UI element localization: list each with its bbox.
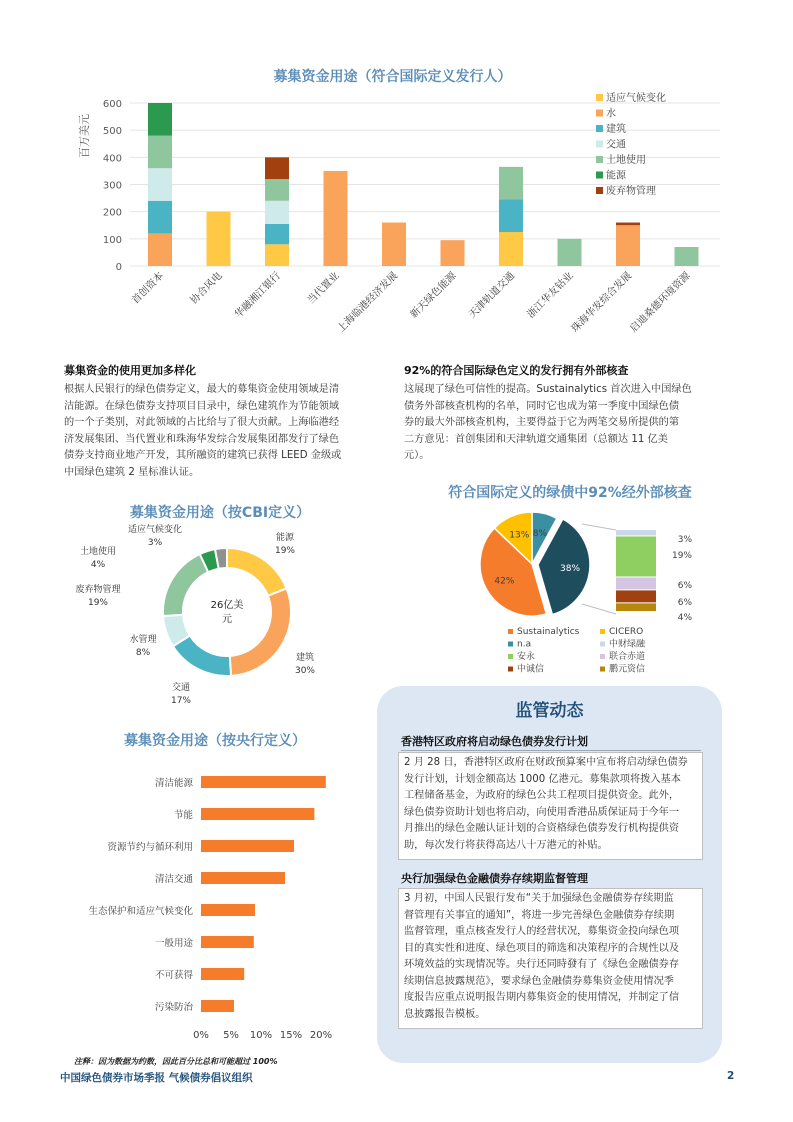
chart1-category-label: 新天绿色能源 xyxy=(408,270,459,321)
paragraph-line: 根据人民银行的绿色债券定义，最大的募集资金使用领域是清 xyxy=(64,384,340,395)
chart1-category-label: 首创资本 xyxy=(130,270,167,307)
chart1-legend-label: 土地使用 xyxy=(606,155,646,166)
chart4-bar xyxy=(201,1000,234,1012)
chart1-legend-swatch xyxy=(596,187,603,194)
paragraph-line: 工程储备基金，为政府的绿色公共工程项目提供资金。此外， xyxy=(404,790,680,801)
chart4-category-label: 节能 xyxy=(173,810,193,821)
chart1-ytick: 500 xyxy=(102,126,122,138)
paragraph-line: 监督管理，重点核查发行人的经营状况，募集资金投向绿色项 xyxy=(404,926,680,937)
chart1-ytick: 200 xyxy=(102,207,122,219)
chart2-center-label: 元 xyxy=(222,614,232,625)
chart3-legend-swatch xyxy=(508,667,513,672)
chart4-category-label: 清洁能源 xyxy=(154,778,193,789)
chart3-connector xyxy=(582,524,616,530)
left-section-heading: 募集资金的使用更加多样化 xyxy=(64,364,196,377)
chart4-category-label: 不可获得 xyxy=(154,970,193,981)
chart4-category-label: 生态保护和适应气候变化 xyxy=(88,906,193,917)
chart3-stack-segment xyxy=(616,577,656,589)
chart3-legend-label: CICERO xyxy=(609,627,644,637)
chart3-legend-swatch xyxy=(508,629,513,634)
chart2-slice-pct: 4% xyxy=(90,560,106,570)
chart1-legend-label: 交通 xyxy=(606,139,626,151)
paragraph-line: 度报告应重点说明报告期内募集资金的使用情况，并制定了信 xyxy=(404,992,680,1003)
chart4-xtick: 10% xyxy=(249,1030,273,1041)
chart1-legend-swatch xyxy=(596,172,603,179)
chart1-bar-segment xyxy=(148,201,172,234)
chart1-bar-segment xyxy=(148,103,172,136)
paragraph-line: 洁能源。在绿色债券支持项目目录中，绿色建筑作为节能领域 xyxy=(64,400,340,412)
panel-title: 监管动态 xyxy=(515,701,584,721)
chart3-slice-pct: 42% xyxy=(494,576,515,587)
paragraph-line: 月推出的绿色金融认证计划的合资格绿色债券发行机构提供资 xyxy=(404,823,680,834)
chart4-xtick: 0% xyxy=(193,1030,209,1041)
paragraph-line: 发行计划，计划金额高达 1000 亿港元。募集款项将拨入基本 xyxy=(404,773,681,785)
chart1-category-label: 浙江华友钴业 xyxy=(525,270,576,321)
chart1-legend-label: 水 xyxy=(606,108,616,120)
chart1-legend-label: 废弃物管理 xyxy=(606,186,656,197)
chart3-legend-swatch xyxy=(600,654,605,659)
chart4-bar xyxy=(201,936,254,948)
chart1-bar-segment xyxy=(499,167,523,200)
panel-box1-heading: 香港特区政府将启动绿色债券发行计划 xyxy=(401,735,588,748)
chart1-bar-segment xyxy=(616,225,640,266)
chart1-bar-segment xyxy=(324,171,348,266)
chart4-horizontal-bar xyxy=(60,760,360,1050)
panel-box2 xyxy=(398,888,703,1029)
chart1-bar-segment xyxy=(558,239,582,266)
page-number: 2 xyxy=(727,1070,735,1082)
chart3-connector xyxy=(582,604,616,614)
paragraph-line: 续期信息披露规范》，要求绿色金融债券募集资金使用情况季 xyxy=(404,975,674,987)
chart1-bar-segment xyxy=(265,179,289,201)
paragraph-line: 济发展集团、当代置业和珠海华发综合发展集团都发行了绿色 xyxy=(64,433,340,445)
chart3-legend-label: 中诚信 xyxy=(517,664,545,675)
chart1-category-label: 上海临港经济发展 xyxy=(335,270,401,335)
chart3-slice-pct: 38% xyxy=(560,564,581,575)
chart3-stack-pct: 6% xyxy=(677,598,692,608)
panel-box1 xyxy=(398,752,703,860)
chart2-slice-name: 交通 xyxy=(171,683,191,693)
chart1-category-label: 协合风电 xyxy=(188,270,225,307)
footer-org: 中国绿色债券市场季报 气候债券倡议组织 xyxy=(60,1072,253,1084)
chart1-ytick: 100 xyxy=(102,234,122,246)
chart1-legend-swatch xyxy=(596,110,603,117)
chart4-xtick: 15% xyxy=(279,1030,303,1041)
chart4-category-label: 资源节约与循环利用 xyxy=(107,842,193,853)
paragraph-line: 绿色债券资助计划也将启动，向使用香港品质保证局于今年一 xyxy=(404,806,680,818)
chart1-legend-swatch xyxy=(596,156,603,163)
chart3-stack-segment xyxy=(616,590,656,602)
chart4-title: 募集资金用途（按央行定义） xyxy=(124,733,306,749)
chart3-slice-pct: 13% xyxy=(509,530,530,541)
chart1-title: 募集资金用途（符合国际定义发行人） xyxy=(273,69,512,85)
paragraph-line: 债券支持商业地产开发，其所融资的建筑已获得 LEED 金级或 xyxy=(64,450,342,461)
chart3-legend-label: 中财绿融 xyxy=(609,639,646,650)
chart2-slice-pct: 17% xyxy=(170,696,192,706)
right-section-heading: 92%的符合国际绿色定义的发行拥有外部核查 xyxy=(404,364,629,377)
chart1-bar-segment xyxy=(616,223,640,226)
paragraph-line: 债务外部核查机构的名单，同时它也成为第一季度中国绿色债 xyxy=(404,400,680,412)
chart3-legend-label: 联合赤道 xyxy=(609,652,646,662)
regulatory-panel xyxy=(377,686,722,1063)
chart1-legend-label: 适应气候变化 xyxy=(606,93,666,104)
chart1-legend-swatch xyxy=(596,94,603,101)
chart3-title: 符合国际定义的绿债中92%经外部核查 xyxy=(448,485,692,501)
chart2-center-label: 26亿美 xyxy=(210,600,244,611)
chart4-bar xyxy=(201,872,285,884)
chart1-bar-segment xyxy=(441,240,465,266)
chart1-stacked-bar xyxy=(60,90,720,352)
chart1-legend-swatch xyxy=(596,141,603,148)
chart1-category-label: 珠海华发综合发展 xyxy=(569,270,635,335)
chart4-xtick: 20% xyxy=(309,1030,333,1041)
chart3-legend-label: Sustainalytics xyxy=(517,627,580,637)
paragraph-line: 这展现了绿色可信性的提高。Sustainalytics 首次进入中国绿色 xyxy=(404,384,692,395)
chart3-stack-segment xyxy=(616,603,656,611)
paragraph-line: 息披露报告模板。 xyxy=(404,1008,486,1020)
paragraph-line: 中国绿色建筑 2 星标准认证。 xyxy=(64,466,200,478)
chart1-bar-segment xyxy=(148,136,172,169)
chart3-stack-pct: 3% xyxy=(677,535,692,545)
chart2-slice-name: 建筑 xyxy=(295,653,315,663)
right-section-paragraph xyxy=(404,382,730,465)
footer-note: 注释：因为数据为约数，因此百分比总和可能超过 100% xyxy=(74,1057,278,1066)
chart3-legend-swatch xyxy=(600,667,605,672)
chart3-stack-segment xyxy=(616,530,656,535)
chart4-category-label: 一般用途 xyxy=(154,938,193,949)
panel-divider xyxy=(401,750,701,751)
chart1-bar-segment xyxy=(148,168,172,201)
chart1-ytick: 300 xyxy=(102,180,122,192)
chart2-donut xyxy=(60,522,380,712)
chart3-legend-swatch xyxy=(600,629,605,634)
chart2-slice-name: 适应气候变化 xyxy=(127,525,183,535)
chart3-slice-pct: 8% xyxy=(532,528,548,539)
chart1-ytick: 0 xyxy=(115,262,122,273)
paragraph-line: 的一个子类别，对此领域的占比给与了很大贡献。上海临港经 xyxy=(64,417,340,428)
chart4-bar xyxy=(201,840,294,852)
paragraph-line: 督管理有关事宜的通知”，将进一步完善绿色金融债券存续期 xyxy=(404,909,675,921)
chart2-slice-pct: 8% xyxy=(135,648,151,658)
paragraph-line: 二方意见：首创集团和天津轨道交通集团（总额达 11 亿美 xyxy=(404,433,668,445)
chart3-stack-pct: 6% xyxy=(677,581,692,591)
chart2-slice-name: 废弃物管理 xyxy=(75,585,121,595)
chart1-bar-segment xyxy=(207,212,231,266)
chart3-legend-label: 安永 xyxy=(517,652,536,662)
chart1-bar-segment xyxy=(675,247,699,266)
chart1-bar-segment xyxy=(265,157,289,179)
chart1-ytick: 600 xyxy=(102,99,122,110)
chart4-category-label: 污染防治 xyxy=(154,1002,193,1013)
paragraph-line: 元）。 xyxy=(404,450,430,461)
chart1-bar-segment xyxy=(382,223,406,266)
paragraph-line: 券的最大外部核查机构，主要得益于它为两笔交易所提供的第 xyxy=(404,417,680,428)
chart2-slice-name: 水管理 xyxy=(129,635,157,645)
chart3-legend-swatch xyxy=(508,654,513,659)
chart2-title: 募集资金用途（按CBI定义） xyxy=(129,505,311,521)
chart3-stack-pct: 4% xyxy=(677,613,692,623)
chart2-slice-pct: 19% xyxy=(274,546,296,556)
chart2-slice-pct: 30% xyxy=(294,666,316,676)
paragraph-line: 2 月 28 日，香港特区政府在财政预算案中宣布将启动绿色债券 xyxy=(404,757,688,768)
chart2-slice-pct: 3% xyxy=(147,538,163,548)
chart3-pie-of-bar xyxy=(470,504,730,684)
chart2-slice-name: 土地使用 xyxy=(79,547,117,557)
chart3-stack-segment xyxy=(616,536,656,576)
chart1-bar-segment xyxy=(265,244,289,266)
paragraph-line: 目的真实性和进度、绿色项目的筛选和决策程序的合规性以及 xyxy=(404,942,680,954)
chart3-stack-pct: 19% xyxy=(671,551,692,561)
chart2-slice-name: 能源 xyxy=(275,533,295,543)
chart4-bar xyxy=(201,776,326,788)
chart1-ytick: 400 xyxy=(102,153,122,165)
paragraph-line: 环境效益的实现情况等。央行还同時發有了《绿色金融债券存 xyxy=(404,959,680,970)
panel-box2-heading: 央行加强绿色金融债券存续期监督管理 xyxy=(401,872,588,885)
chart1-bar-segment xyxy=(148,233,172,266)
chart4-bar xyxy=(201,904,255,916)
paragraph-line: 助，每次发行将获得高达八十万港元的补贴。 xyxy=(404,839,608,851)
chart2-slice-pct: 19% xyxy=(87,598,109,608)
chart3-legend-swatch xyxy=(508,642,513,647)
chart1-legend-label: 能源 xyxy=(606,170,626,182)
chart1-category-label: 华融湘江银行 xyxy=(232,270,284,321)
chart1-category-label: 天津轨道交通 xyxy=(466,270,518,321)
chart3-legend-label: 鹏元资信 xyxy=(609,664,646,675)
chart1-legend-swatch xyxy=(596,125,603,132)
chart1-bar-segment xyxy=(265,224,289,244)
chart1-bar-segment xyxy=(265,201,289,224)
chart3-legend-label: n.a xyxy=(517,639,532,650)
chart1-ylabel: 百万美元 xyxy=(78,114,91,158)
chart4-bar xyxy=(201,968,244,980)
chart2-slice xyxy=(163,554,208,616)
left-section-paragraph xyxy=(64,382,390,481)
chart1-legend-label: 建筑 xyxy=(606,124,626,135)
paragraph-line: 3 月初，中国人民银行发布“关于加强绿色金融债券存续期监 xyxy=(404,893,674,904)
chart4-xtick: 5% xyxy=(223,1030,239,1041)
chart4-category-label: 清洁交通 xyxy=(154,874,193,885)
chart1-category-label: 当代置业 xyxy=(305,270,342,307)
chart4-bar xyxy=(201,808,314,820)
chart1-category-label: 启迪桑德环境资源 xyxy=(628,270,693,335)
chart1-bar-segment xyxy=(499,232,523,266)
chart3-legend-swatch xyxy=(600,642,605,647)
